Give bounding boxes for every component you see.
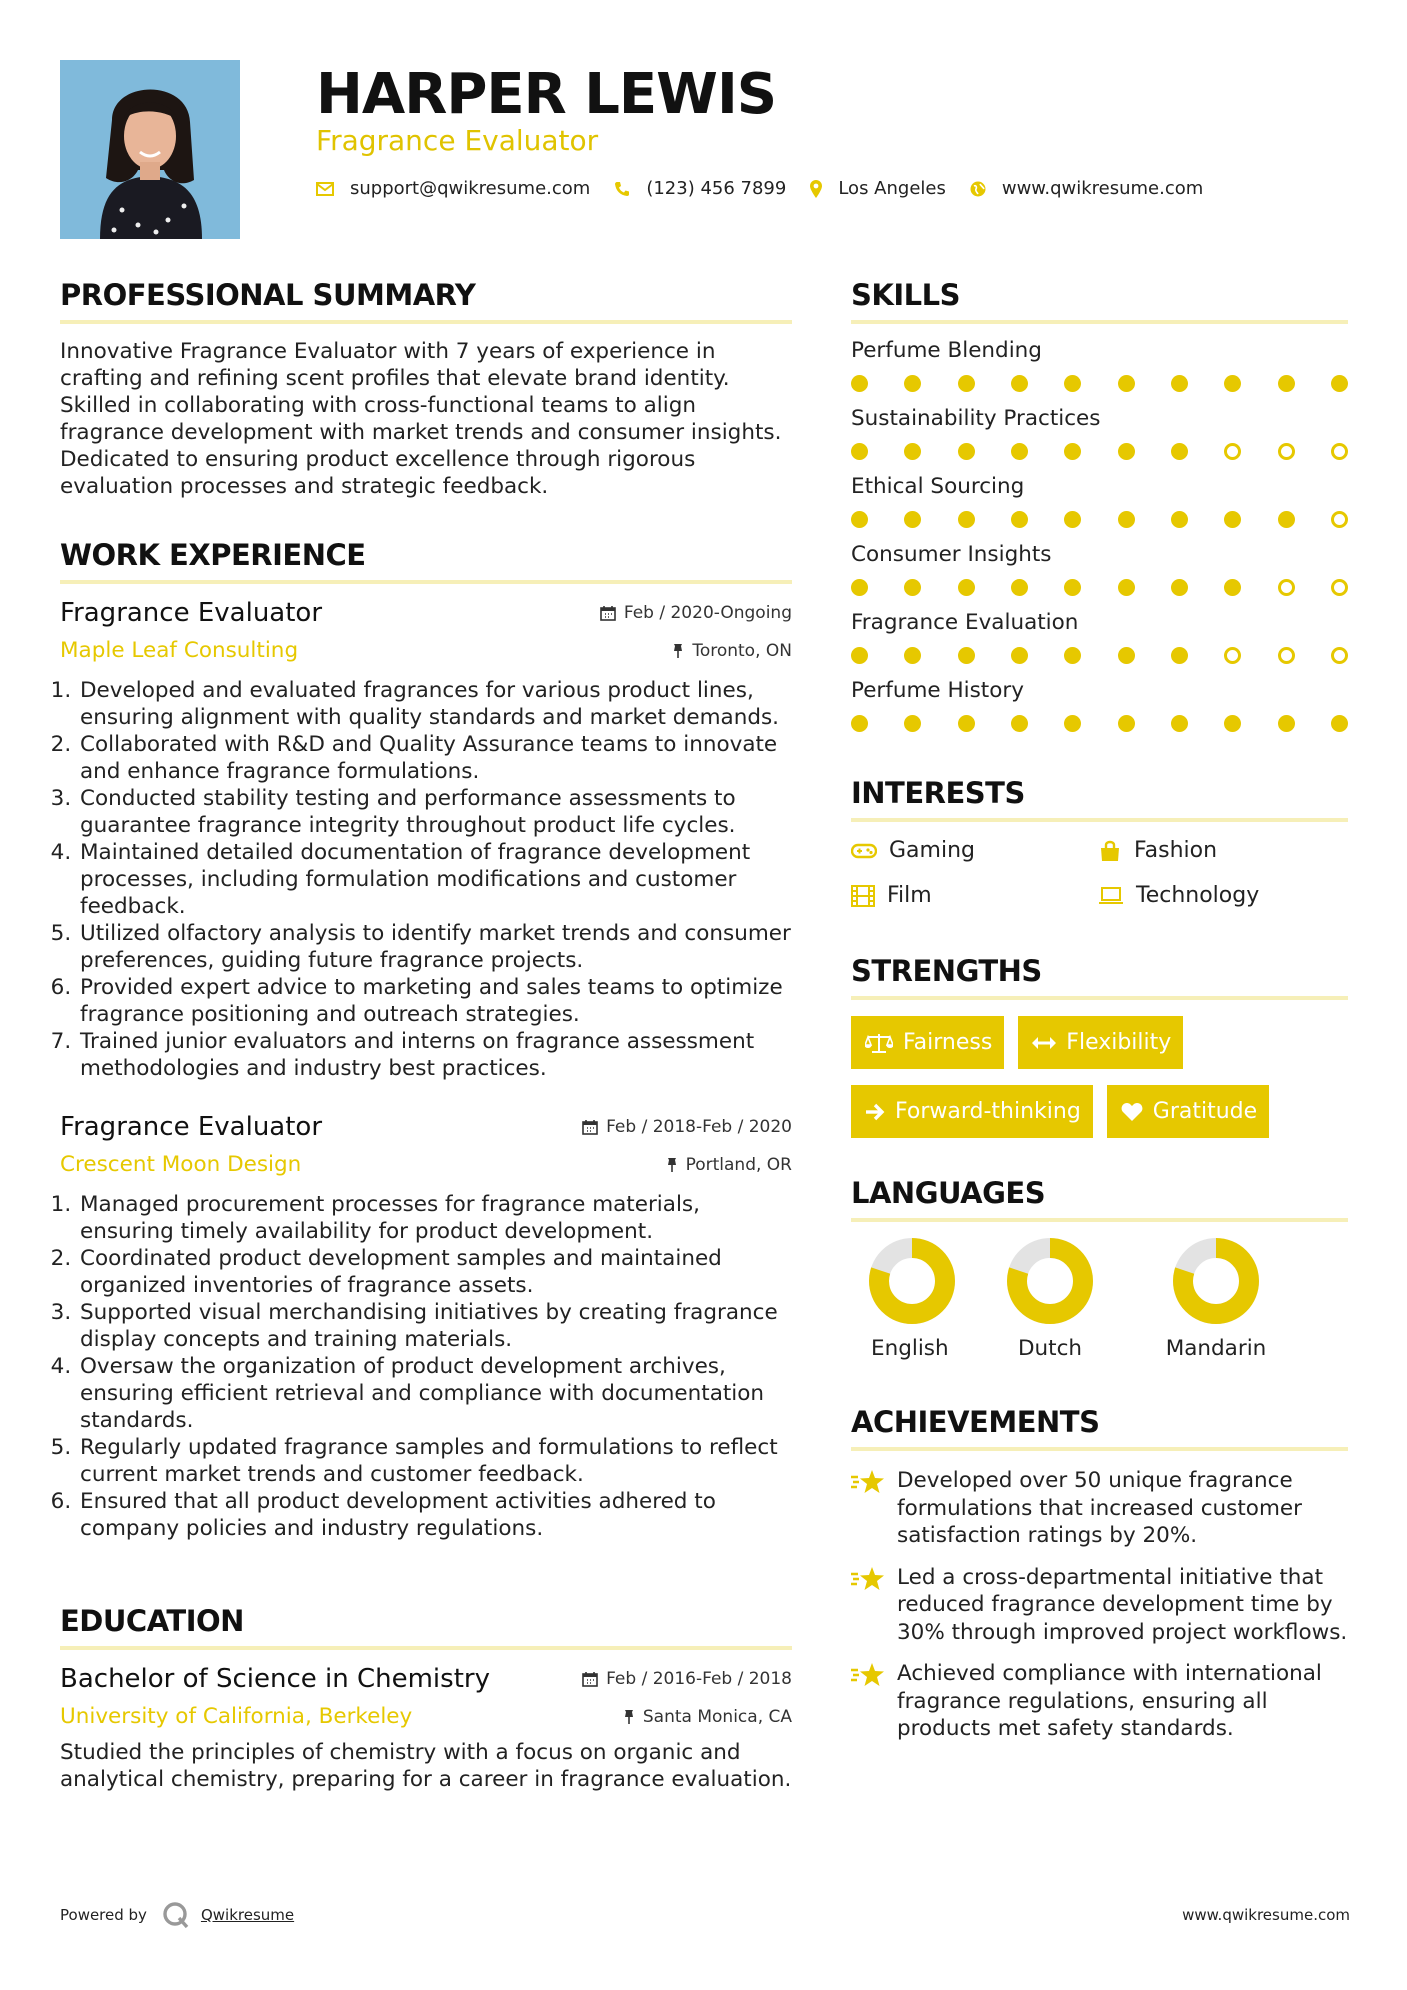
list-item: 2. Coordinated product development samples and maintained organized inventories of fragrance assets. [78,1245,792,1299]
rating-dot-filled [958,715,975,732]
strength-chip [1107,1085,1269,1138]
rating-dot-empty [1331,443,1348,460]
strengths-heading: STRENGTHS [851,954,1348,1000]
experience-section [60,538,792,1542]
strengths-section [851,954,1348,1138]
balance-scale-icon [865,1032,893,1054]
candidate-name: HARPER LEWIS [316,62,777,127]
gamepad-icon [851,843,877,859]
rating-dot-filled [958,511,975,528]
list-item: 3. Supported visual merchandising initiatives by creating fragrance display concepts and training materials. [78,1299,792,1353]
summary-text: Innovative Fragrance Evaluator with 7 years of experience in crafting and refining scent profiles that elevate brand identity. Skilled in collaborating with cross-functional teams to align fragrance development with market trends and consumer insights. Dedicated to ensuring product excellence through rigorous evaluation processes and strategic feedback. [60,339,782,499]
skills-section [851,278,1348,732]
skill-name: Perfume History [851,678,1024,703]
rating-dot-empty [1224,443,1241,460]
achievement-item [851,1467,1348,1550]
rating-dot-filled [1118,375,1135,392]
skills-heading: SKILLS [851,278,1348,324]
globe-icon [970,181,986,197]
interest-item [1098,838,1348,863]
rating-dot-filled [1224,375,1241,392]
rating-dot-empty [1278,443,1295,460]
rating-dot-filled [904,511,921,528]
rating-dot-filled [1331,715,1348,732]
rating-dot-filled [851,375,868,392]
rating-dot-filled [1118,579,1135,596]
rating-dot-filled [1331,375,1348,392]
rating-dot-filled [1224,511,1241,528]
skill-rating [851,375,1348,392]
rating-dot-filled [1278,715,1295,732]
interest-item [851,883,1098,908]
qwikresume-logo-icon [161,1900,191,1930]
rating-dot-filled [1224,579,1241,596]
rating-dot-filled [1118,443,1135,460]
rating-dot-filled [1011,511,1028,528]
arrow-right-icon [865,1103,885,1121]
arrows-horizontal-icon [1032,1036,1056,1050]
strength-chip [1018,1016,1183,1069]
list-item: 2. Collaborated with R&D and Quality Assurance teams to innovate and enhance fragrance formulations. [78,731,792,785]
list-item: 1. Developed and evaluated fragrances for various product lines, ensuring alignment with quality standards and market demands. [78,677,792,731]
powered-by-label: Powered by [60,1906,147,1924]
rating-dot-filled [958,375,975,392]
education-date [582,1669,792,1689]
profile-photo [60,60,240,239]
rating-dot-filled [1011,443,1028,460]
calendar-icon [582,1671,598,1687]
language-item [851,1238,967,1361]
star-icon [851,1469,885,1495]
skill-name: Ethical Sourcing [851,474,1025,499]
language-item [967,1238,1133,1361]
strength-label: Forward-thinking [895,1099,1081,1124]
rating-dot-filled [1171,715,1188,732]
list-item: 5. Utilized olfactory analysis to identify market trends and consumer preferences, guiding future fragrance projects. [78,920,792,974]
skill-rating [851,511,1348,528]
job-entry [60,598,792,1082]
star-icon [851,1662,885,1688]
rating-dot-empty [1331,647,1348,664]
strength-chip [851,1016,1004,1069]
achievements-heading: ACHIEVEMENTS [851,1405,1348,1451]
interest-label: Gaming [889,838,975,863]
job-location-text: Portland, OR [685,1154,792,1175]
website-text: www.qwikresume.com [1001,178,1204,199]
rating-dot-filled [1011,375,1028,392]
education-description: Studied the principles of chemistry with a focus on organic and analytical chemistry, preparing for a career in fragrance evaluation. [60,1740,792,1792]
achievement-item [851,1660,1348,1743]
skill-name: Perfume Blending [851,338,1042,363]
calendar-icon [600,605,616,621]
achievement-item [851,1564,1348,1647]
rating-dot-filled [851,443,868,460]
interest-item [1098,883,1348,908]
language-item [1133,1238,1299,1361]
left-column [60,278,792,1793]
pushpin-icon [666,1157,678,1173]
achievements-list [851,1467,1348,1743]
contact-phone[interactable] [614,178,786,199]
rating-dot-empty [1224,647,1241,664]
interests-heading: INTERESTS [851,776,1348,822]
achievements-section [851,1405,1348,1743]
brand-link[interactable]: Qwikresume [200,1906,295,1924]
interest-label: Film [887,883,932,908]
rating-dot-filled [904,647,921,664]
rating-dot-filled [851,511,868,528]
language-name: English [871,1336,949,1361]
languages-list [851,1238,1348,1361]
heart-icon [1121,1102,1143,1122]
skill-item [851,678,1348,732]
contact-website[interactable] [970,178,1203,199]
rating-dot-filled [851,647,868,664]
footer-powered-by [60,1900,294,1930]
language-level-ring [1007,1238,1093,1324]
skill-item [851,610,1348,664]
rating-dot-filled [1011,647,1028,664]
strength-label: Gratitude [1152,1099,1258,1124]
strength-label: Fairness [903,1030,993,1055]
education-location [623,1707,792,1727]
rating-dot-filled [1064,511,1081,528]
rating-dot-filled [1171,443,1188,460]
summary-section [60,278,792,500]
strength-chip [851,1085,1093,1138]
skill-rating [851,715,1348,732]
list-item: 7. Trained junior evaluators and interns on fragrance assessment methodologies and industry best practices. [78,1028,792,1082]
interests-section [851,776,1348,908]
footer-website[interactable]: www.qwikresume.com [1182,1906,1350,1924]
contact-email[interactable] [316,178,590,199]
language-level-ring [869,1238,955,1324]
location-text: Los Angeles [838,178,946,199]
rating-dot-filled [958,579,975,596]
skill-item [851,474,1348,528]
job-date-text: Feb / 2018-Feb / 2020 [606,1117,792,1137]
star-icon [851,1566,885,1592]
email-text: support@qwikresume.com [350,178,591,199]
contact-location [810,178,946,199]
education-location-text: Santa Monica, CA [642,1706,792,1727]
rating-dot-filled [1118,511,1135,528]
job-bullets [60,1191,792,1542]
candidate-title: Fragrance Evaluator [316,124,599,157]
job-location-text: Toronto, ON [692,640,792,661]
job-title: Fragrance Evaluator [60,598,323,628]
language-name: Dutch [1017,1336,1083,1361]
list-item: 4. Maintained detailed documentation of fragrance development processes, including formulation modifications and customer feedback. [78,839,792,920]
job-bullets [60,677,792,1082]
education-heading: EDUCATION [60,1604,792,1650]
right-column [851,278,1348,1757]
interest-item [851,838,1098,863]
rating-dot-empty [1278,647,1295,664]
rating-dot-filled [1064,579,1081,596]
rating-dot-filled [1064,715,1081,732]
skill-rating [851,443,1348,460]
achievement-text: Achieved compliance with international fragrance regulations, ensuring all products met safety standards. [897,1661,1322,1741]
rating-dot-filled [851,715,868,732]
pushpin-icon [623,1709,635,1725]
list-item: 1. Managed procurement processes for fragrance materials, ensuring timely availability for product development. [78,1191,792,1245]
experience-heading: WORK EXPERIENCE [60,538,792,584]
interest-label: Fashion [1134,838,1218,863]
list-item: 3. Conducted stability testing and performance assessments to guarantee fragrance integrity throughout product life cycles. [78,785,792,839]
rating-dot-filled [1224,715,1241,732]
school-name: University of California, Berkeley [60,1704,413,1729]
envelope-icon [316,182,334,196]
contact-bar [316,178,1227,199]
languages-section [851,1176,1348,1361]
rating-dot-filled [1064,647,1081,664]
rating-dot-filled [1011,579,1028,596]
skill-name: Consumer Insights [851,542,1052,567]
rating-dot-filled [904,715,921,732]
skill-item [851,338,1348,392]
achievement-text: Developed over 50 unique fragrance formulations that increased customer satisfaction ratings by 20%. [897,1468,1302,1548]
rating-dot-filled [1118,647,1135,664]
job-date [600,603,792,623]
job-company: Maple Leaf Consulting [60,638,299,663]
language-level-ring [1173,1238,1259,1324]
list-item: 5. Regularly updated fragrance samples and formulations to reflect current market trends and customer feedback. [78,1434,792,1488]
rating-dot-filled [904,443,921,460]
laptop-icon [1098,887,1124,905]
skills-list [851,338,1348,732]
list-item: 6. Provided expert advice to marketing and sales teams to optimize fragrance positioning and outreach strategies. [78,974,792,1028]
rating-dot-filled [1064,375,1081,392]
shopping-bag-icon [1098,839,1122,863]
rating-dot-filled [851,579,868,596]
rating-dot-filled [1064,443,1081,460]
job-company: Crescent Moon Design [60,1152,302,1177]
rating-dot-filled [958,443,975,460]
strength-label: Flexibility [1066,1030,1172,1055]
job-date [582,1117,792,1137]
rating-dot-filled [1171,647,1188,664]
rating-dot-filled [1171,579,1188,596]
phone-icon [614,181,630,197]
list-item: 6. Ensured that all product development activities adhered to company policies and industry regulations. [78,1488,792,1542]
rating-dot-filled [1118,715,1135,732]
job-title: Fragrance Evaluator [60,1112,323,1142]
skill-item [851,406,1348,460]
rating-dot-filled [1171,511,1188,528]
interest-label: Technology [1136,883,1260,908]
skill-rating [851,579,1348,596]
map-marker-icon [810,180,822,198]
achievement-text: Led a cross-departmental initiative that reduced fragrance development time by 30% through improved project workflows. [897,1564,1348,1645]
rating-dot-empty [1331,579,1348,596]
education-section [60,1604,792,1793]
rating-dot-filled [1278,511,1295,528]
skill-name: Sustainability Practices [851,406,1101,431]
rating-dot-empty [1331,511,1348,528]
degree-title: Bachelor of Science in Chemistry [60,1664,490,1694]
rating-dot-filled [1278,375,1295,392]
list-item: 4. Oversaw the organization of product development archives, ensuring efficient retrieval and compliance with documentation standards. [78,1353,792,1434]
language-name: Mandarin [1165,1336,1267,1361]
job-location [672,641,792,661]
job-entry [60,1112,792,1542]
rating-dot-empty [1278,579,1295,596]
rating-dot-filled [904,375,921,392]
job-location [666,1155,792,1175]
skill-rating [851,647,1348,664]
rating-dot-filled [958,647,975,664]
rating-dot-filled [904,579,921,596]
pushpin-icon [672,643,684,659]
phone-text: (123) 456 7899 [646,178,787,199]
rating-dot-filled [1171,375,1188,392]
languages-heading: LANGUAGES [851,1176,1348,1222]
rating-dot-filled [1011,715,1028,732]
summary-heading: PROFESSIONAL SUMMARY [60,278,792,324]
film-icon [851,885,875,907]
job-date-text: Feb / 2020-Ongoing [623,603,792,623]
education-date-text: Feb / 2016-Feb / 2018 [606,1669,792,1689]
calendar-icon [582,1119,598,1135]
skill-item [851,542,1348,596]
skill-name: Fragrance Evaluation [851,610,1079,635]
